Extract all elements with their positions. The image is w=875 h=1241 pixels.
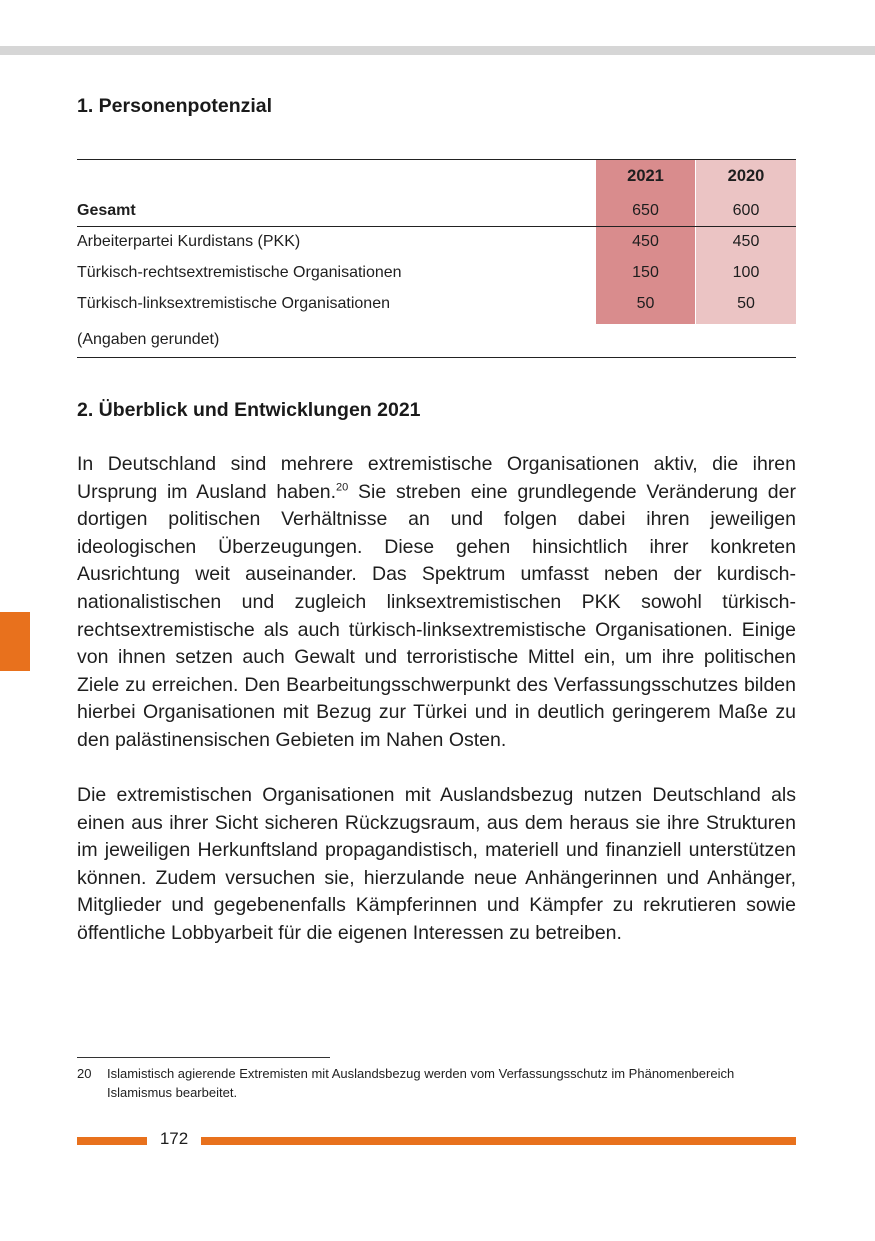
footnote-number: 20 xyxy=(77,1066,92,1081)
value-2020: 450 xyxy=(732,233,760,250)
year-header-2020: 2020 xyxy=(727,167,765,185)
value-2021: 150 xyxy=(632,264,659,281)
footnote-text: Islamistisch agierende Extremisten mit Auslandsbezug werden vom Verfassungsschutz im Phänomenbereich Islamismus bearbeitet. xyxy=(107,1066,735,1100)
row-label: Gesamt xyxy=(77,202,136,219)
year-header-2021: 2021 xyxy=(627,167,664,185)
value-2021: 450 xyxy=(632,233,659,250)
chapter-marker xyxy=(0,612,30,671)
value-2020: 50 xyxy=(737,295,755,312)
table-row xyxy=(77,260,796,291)
table-row xyxy=(77,229,796,260)
footnote-ref[interactable]: 20 xyxy=(336,481,349,494)
table-bottom-rule xyxy=(77,357,796,358)
body-paragraph-2: Die extremistischen Organisationen mit Auslandsbezug nutzen Deutschland als einen aus ihrer Sicht sicheren Rückzugsraum, aus dem heraus sie ihre Strukturen im jeweiligen Herkunftsland propagandistisch, materiell und finanziell unterstützen können. Zudem versuchen sie, hierzulande neue Anhängerinnen und Anhänger, Mitglieder und gegebenenfalls Kämpferinnen und Kämpfer zu rekrutieren sowie öffentliche Lobbyarbeit für die eigenen Interessen zu betreiben. xyxy=(77,784,796,944)
value-2021: 50 xyxy=(636,295,655,312)
table-row-gesamt xyxy=(77,198,796,229)
table-row xyxy=(77,291,796,322)
paragraph-text: In Deutschland sind mehrere extremistische Organisationen aktiv, die ihren Ursprung im Ausland haben. xyxy=(77,453,796,503)
table-mid-rule xyxy=(77,226,796,227)
table-note: (Angaben gerundet) xyxy=(77,331,220,348)
footnote-rule xyxy=(77,1057,330,1058)
paragraph-text: Sie streben eine grundlegende Veränderung der dortigen politischen Verhältnisse an und folgen dabei ihren jeweiligen ideologischen Überzeugungen. Diese gehen hinsichtlich ihrer konkreten Ausrichtung weit auseinander. Das Spektrum umfasst neben der kurdisch-nationalistischen und zugleich linksextremistischen PKK sowohl türkisch-rechtsextremistische als auch türkisch-linksextremistische Organisationen. Einige von ihnen setzen auch Gewalt und terroristische Mittel ein, um ihre politischen Ziele zu erreichen. Den Bearbeitungsschwerpunkt des Verfassungsschutzes bilden hierbei Organisationen mit Bezug zur Türkei und in deutlich geringerem Maße zu den palästinensischen Gebieten im Nahen Osten. xyxy=(77,480,796,751)
section-heading-personenpotenzial: 1. Personenpotenzial xyxy=(77,95,273,117)
value-2020: 600 xyxy=(732,202,760,219)
header-rule xyxy=(0,46,875,55)
value-2021: 650 xyxy=(632,202,659,219)
footer-bar-left xyxy=(77,1137,147,1145)
row-label: Arbeiterpartei Kurdistans (PKK) xyxy=(77,233,301,250)
row-label: Türkisch-linksextremistische Organisationen xyxy=(77,295,390,312)
page-number: 172 xyxy=(159,1129,189,1148)
footer-bar-right xyxy=(201,1137,796,1145)
row-label: Türkisch-rechtsextremistische Organisationen xyxy=(77,264,402,281)
value-2020: 100 xyxy=(732,264,760,281)
section-heading-ueberblick: 2. Überblick und Entwicklungen 2021 xyxy=(77,399,421,421)
body-paragraph-1 xyxy=(77,451,796,755)
table-top-rule xyxy=(77,159,796,160)
